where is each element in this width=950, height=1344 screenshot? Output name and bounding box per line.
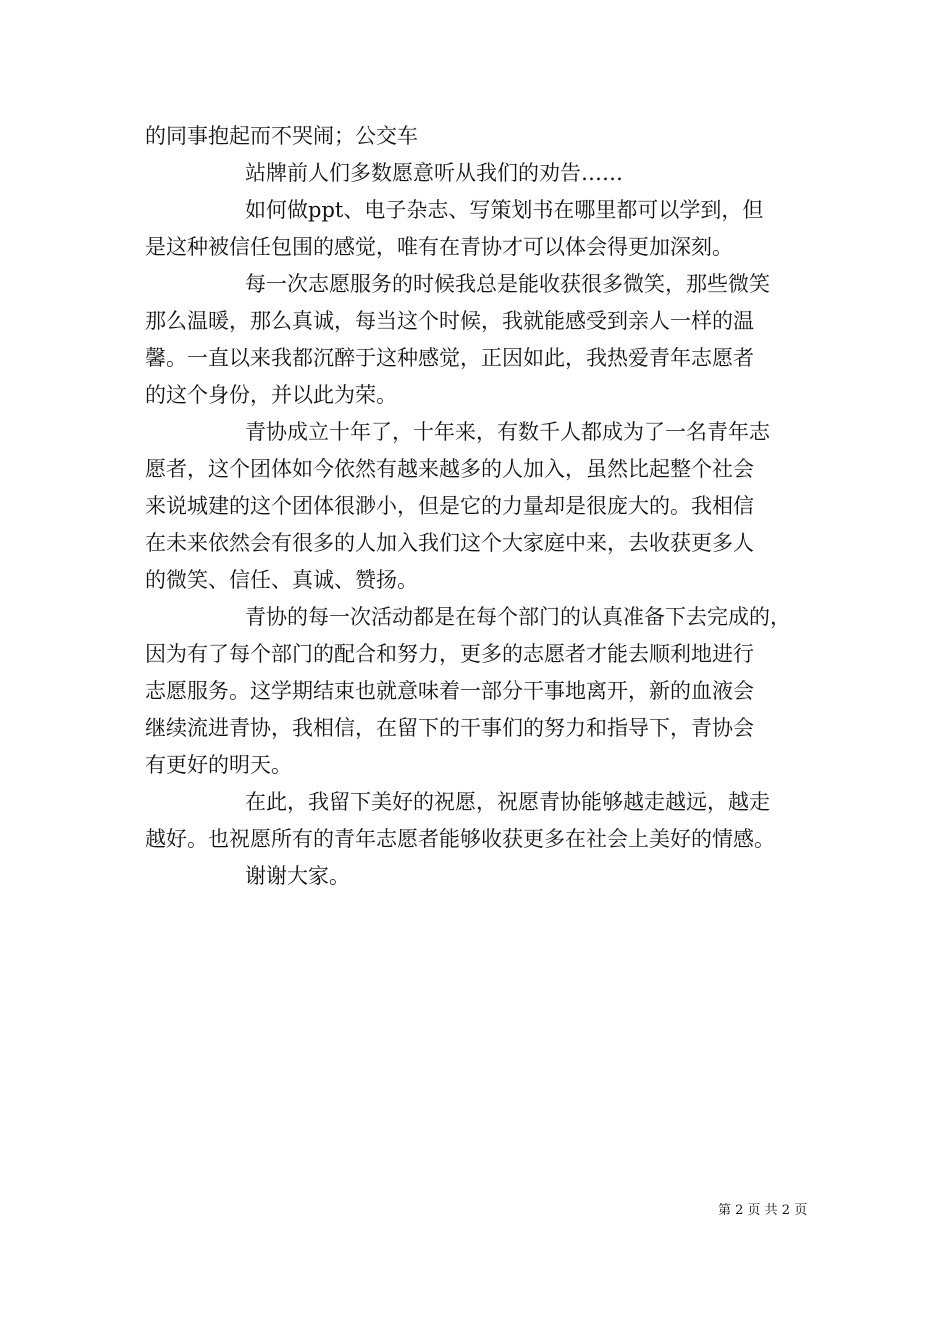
text-line: 青协的每一次活动都是在每个部门的认真准备下去完成的， [245,605,791,629]
text-line: 因为有了每个部门的配合和努力，更多的志愿者才能去顺利地进行 [145,642,754,666]
text-line: 馨。一直以来我都沉醉于这种感觉，正因如此，我热爱青年志愿者 [145,346,754,370]
text-line: 的同事抱起而不哭闹；公交车 [145,124,418,148]
text-line: 如何做ppt、电子杂志、写策划书在哪里都可以学到，但 [245,198,764,222]
text-line: 站牌前人们多数愿意听从我们的劝告…… [245,161,623,185]
text-line: 是这种被信任包围的感觉，唯有在青协才可以体会得更加深刻。 [145,235,733,259]
text-line: 青协成立十年了，十年来，有数千人都成为了一名青年志 [245,420,770,444]
text-line: 继续流进青协，我相信，在留下的干事们的努力和指导下，青协会 [145,716,754,740]
text-line: 来说城建的这个团体很渺小，但是它的力量却是很庞大的。我相信 [145,494,754,518]
text-line: 每一次志愿服务的时候我总是能收获很多微笑，那些微笑 [245,272,770,296]
text-line: 愿者，这个团体如今依然有越来越多的人加入，虽然比起整个社会 [145,457,754,481]
text-line: 在未来依然会有很多的人加入我们这个大家庭中来，去收获更多人 [145,531,754,555]
text-line: 有更好的明天。 [145,753,292,777]
text-line: 在此，我留下美好的祝愿，祝愿青协能够越走越远，越走 [245,790,770,814]
text-line: 的这个身份，并以此为荣。 [145,383,397,407]
document-body [145,118,810,895]
page-number: 第 2 页 共 2 页 [718,1203,808,1218]
text-line: 志愿服务。这学期结束也就意味着一部分干事地离开，新的血液会 [145,679,754,703]
text-line: 越好。也祝愿所有的青年志愿者能够收获更多在社会上美好的情感。 [145,827,775,851]
text-line: 的微笑、信任、真诚、赞扬。 [145,568,418,592]
text-line: 那么温暖，那么真诚，每当这个时候，我就能感受到亲人一样的温 [145,309,754,333]
text-line: 谢谢大家。 [245,864,350,888]
